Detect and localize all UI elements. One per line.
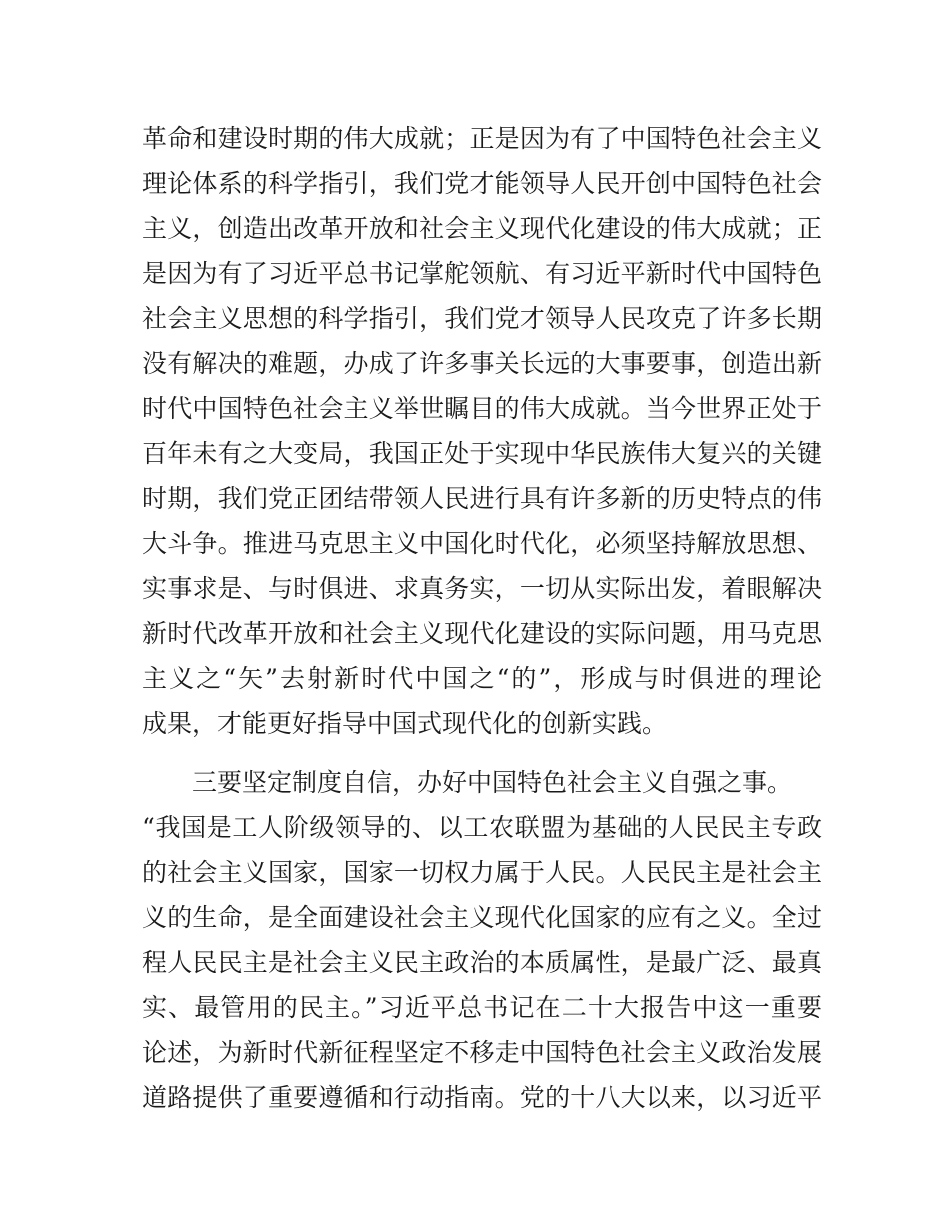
- paragraph-1-line-4: 是因为有了习近平总书记掌舵领航、有习近平新时代中国特色: [142, 259, 822, 288]
- paragraph-1-line-2: 理论体系的科学指引，我们党才能领导人民开创中国特色社会: [142, 169, 822, 198]
- paragraph-1-line-1: 革命和建设时期的伟大成就；正是因为有了中国特色社会主义: [142, 124, 822, 153]
- paragraph-2-line-3: 的社会主义国家，国家一切权力属于人民。人民民主是社会主: [142, 858, 822, 887]
- paragraph-1-line-11: 实事求是、与时俱进、求真务实，一切从实际出发，着眼解决: [142, 574, 822, 603]
- paragraph-1-line-7: 时代中国特色社会主义举世瞩目的伟大成就。当今世界正处于: [142, 394, 822, 423]
- paragraph-2-line-1: 三要坚定制度自信，办好中国特色社会主义自强之事。: [192, 768, 793, 797]
- paragraph-1-line-3: 主义，创造出改革开放和社会主义现代化建设的伟大成就；正: [142, 214, 822, 243]
- paragraph-2-line-5: 程人民民主是社会主义民主政治的本质属性，是最广泛、最真: [142, 948, 822, 977]
- paragraph-2-line-7: 论述，为新时代新征程坚定不移走中国特色社会主义政治发展: [142, 1038, 822, 1067]
- paragraph-2-line-6: 实、最管用的民主。”习近平总书记在二十大报告中这一重要: [142, 993, 822, 1022]
- paragraph-2-line-8: 道路提供了重要遵循和行动指南。党的十八大以来，以习近平: [142, 1083, 822, 1112]
- paragraph-2-line-2: “我国是工人阶级领导的、以工农联盟为基础的人民民主专政: [142, 813, 822, 842]
- paragraph-1-line-14: 成果，才能更好指导中国式现代化的创新实践。: [142, 709, 668, 738]
- paragraph-1-line-9: 时期，我们党正团结带领人民进行具有许多新的历史特点的伟: [142, 484, 822, 513]
- paragraph-1-line-6: 没有解决的难题，办成了许多事关长远的大事要事，创造出新: [142, 349, 822, 378]
- paragraph-1-line-13: 主义之“矢”去射新时代中国之“的”，形成与时俱进的理论: [142, 664, 822, 693]
- paragraph-1-line-8: 百年未有之大变局，我国正处于实现中华民族伟大复兴的关键: [142, 439, 822, 468]
- paragraph-1-line-10: 大斗争。推进马克思主义中国化时代化，必须坚持解放思想、: [142, 529, 822, 558]
- paragraph-1-line-12: 新时代改革开放和社会主义现代化建设的实际问题，用马克思: [142, 619, 822, 648]
- paragraph-2-line-4: 义的生命，是全面建设社会主义现代化国家的应有之义。全过: [142, 903, 822, 932]
- paragraph-1-line-5: 社会主义思想的科学指引，我们党才领导人民攻克了许多长期: [142, 304, 822, 333]
